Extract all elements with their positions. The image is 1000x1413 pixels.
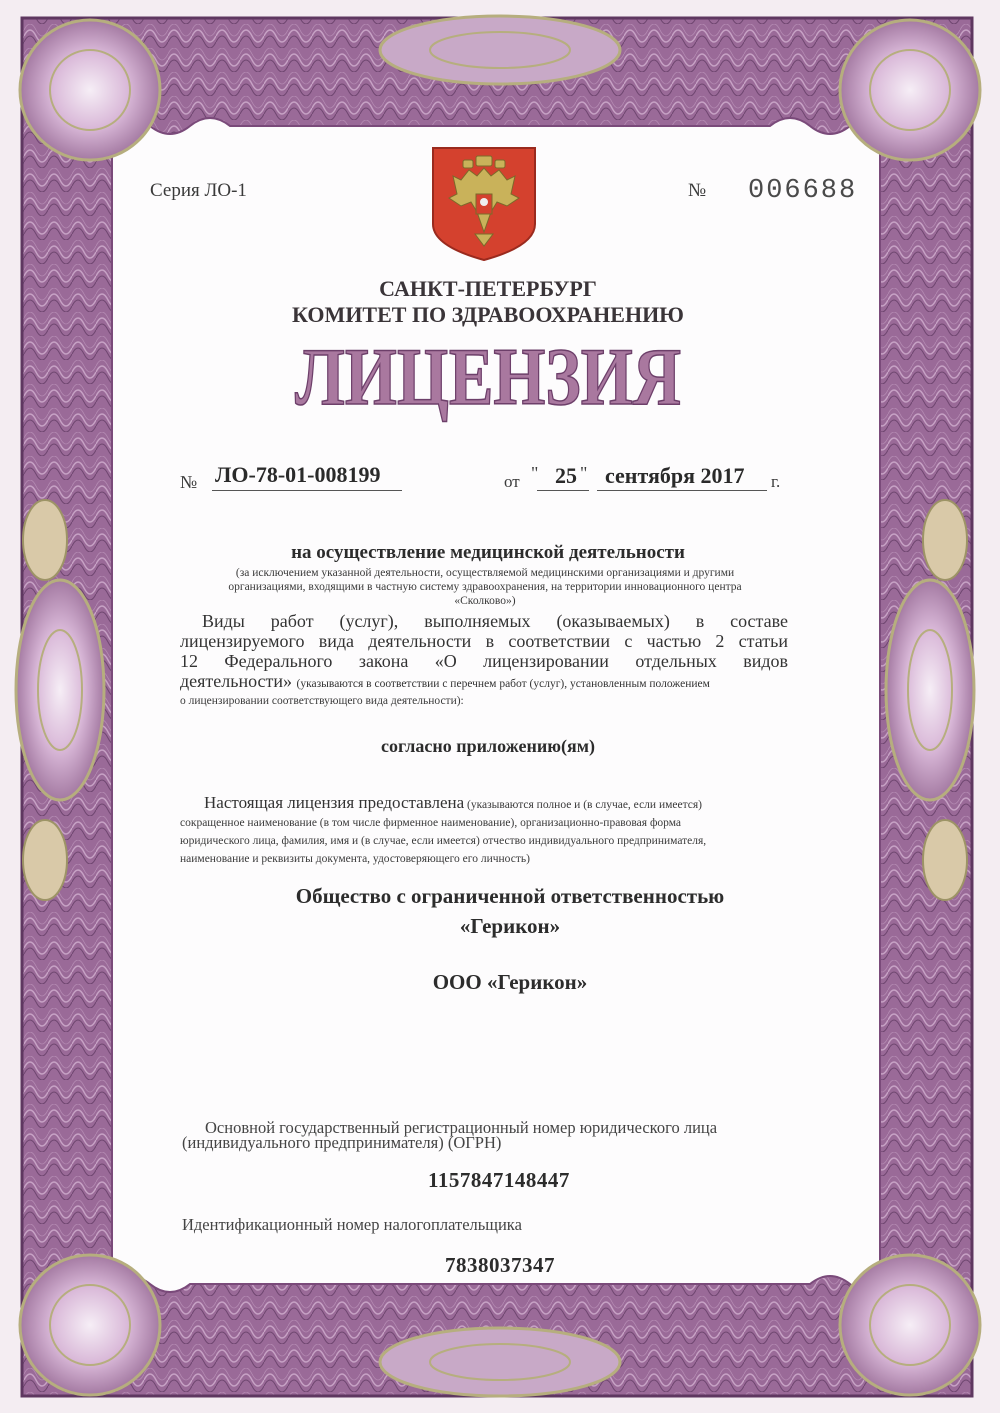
activity-note-line: (за исключением указанной деятельности, осуществляемой медицинскими организациями и другими bbox=[235, 567, 735, 579]
works-line-note: о лицензировании соответствующего вида деятельности): bbox=[180, 695, 464, 707]
works-line-small: (указываются в соответствии с перечнем работ (услуг), установленным положением bbox=[296, 678, 710, 690]
license-number: ЛО-78-01-008199 bbox=[215, 462, 381, 487]
license-title-text: ЛИЦЕНЗИЯ bbox=[295, 331, 681, 422]
activity-note-line: организациями, входящими в частную систему здравоохранения, на территории инновационного центра bbox=[228, 581, 742, 593]
organization-full-name-quoted: «Герикон» bbox=[459, 914, 561, 938]
granted-note-line: сокращенное наименование (в том числе фирменное наименование), организационно-правовая форма bbox=[180, 817, 682, 829]
granted-note-line: юридического лица, фамилия, имя и (в случае, если имеется) отчество индивидуального предпринимателя, bbox=[180, 835, 707, 847]
works-annex-reference: согласно приложению(ям) bbox=[381, 736, 595, 756]
date-quote-open: " bbox=[531, 463, 539, 483]
activity-note-line: «Сколково») bbox=[454, 595, 516, 607]
date-quote-close: " bbox=[580, 463, 588, 483]
works-line: 12 Федерального закона «О лицензировании отдельных видов bbox=[180, 651, 788, 671]
activity-title: на осуществление медицинской деятельности bbox=[291, 542, 685, 563]
date-from-label: от bbox=[504, 472, 520, 491]
granted-lead: Настоящая лицензия предоставлена bbox=[204, 793, 465, 812]
inn-label: Идентификационный номер налогоплательщика bbox=[182, 1215, 522, 1234]
works-line-big: деятельности» bbox=[180, 671, 293, 691]
organization-full-name: Общество с ограниченной ответственностью bbox=[295, 884, 725, 908]
activity-note bbox=[180, 566, 790, 608]
license-date-day: 25 bbox=[555, 463, 577, 488]
coat-of-arms-icon bbox=[431, 146, 537, 262]
works-line: лицензируемого вида деятельности в соответствии с частью 2 статьи bbox=[180, 631, 788, 651]
date-month-underline bbox=[597, 490, 767, 491]
granted-line bbox=[180, 794, 790, 814]
ogrn-label: Основной государственный регистрационный номер юридического лица bbox=[205, 1118, 718, 1137]
granted-note-line: наименование и реквизиты документа, удостоверяющего его личность) bbox=[180, 853, 530, 865]
serial-number-sign: № bbox=[688, 180, 707, 201]
license-date-month-year: сентября 2017 bbox=[605, 463, 745, 488]
serial-number: 006688 bbox=[748, 176, 858, 206]
organization-short-name: ООО «Герикон» bbox=[432, 970, 588, 994]
ogrn-value: 1157847148447 bbox=[428, 1168, 570, 1192]
granted-note: (указываются полное и (в случае, если имеется) bbox=[467, 799, 702, 811]
works-line bbox=[180, 671, 788, 694]
license-number-sign: № bbox=[180, 472, 198, 492]
works-line: Виды работ (услуг), выполняемых (оказываемых) в составе bbox=[202, 611, 788, 631]
date-day-underline bbox=[537, 490, 589, 491]
license-title bbox=[0, 318, 976, 428]
series-label: Серия ЛО-1 bbox=[150, 180, 247, 201]
ogrn-label-cont: (индивидуального предпринимателя) (ОГРН) bbox=[182, 1133, 502, 1152]
inn-value: 7838037347 bbox=[445, 1253, 555, 1277]
year-suffix: г. bbox=[771, 472, 781, 491]
issuer-committee: КОМИТЕТ ПО ЗДРАВООХРАНЕНИЮ bbox=[292, 302, 684, 327]
granted-block bbox=[180, 794, 790, 868]
issuer-city: САНКТ-ПЕТЕРБУРГ bbox=[379, 276, 597, 301]
license-number-underline bbox=[212, 490, 402, 491]
